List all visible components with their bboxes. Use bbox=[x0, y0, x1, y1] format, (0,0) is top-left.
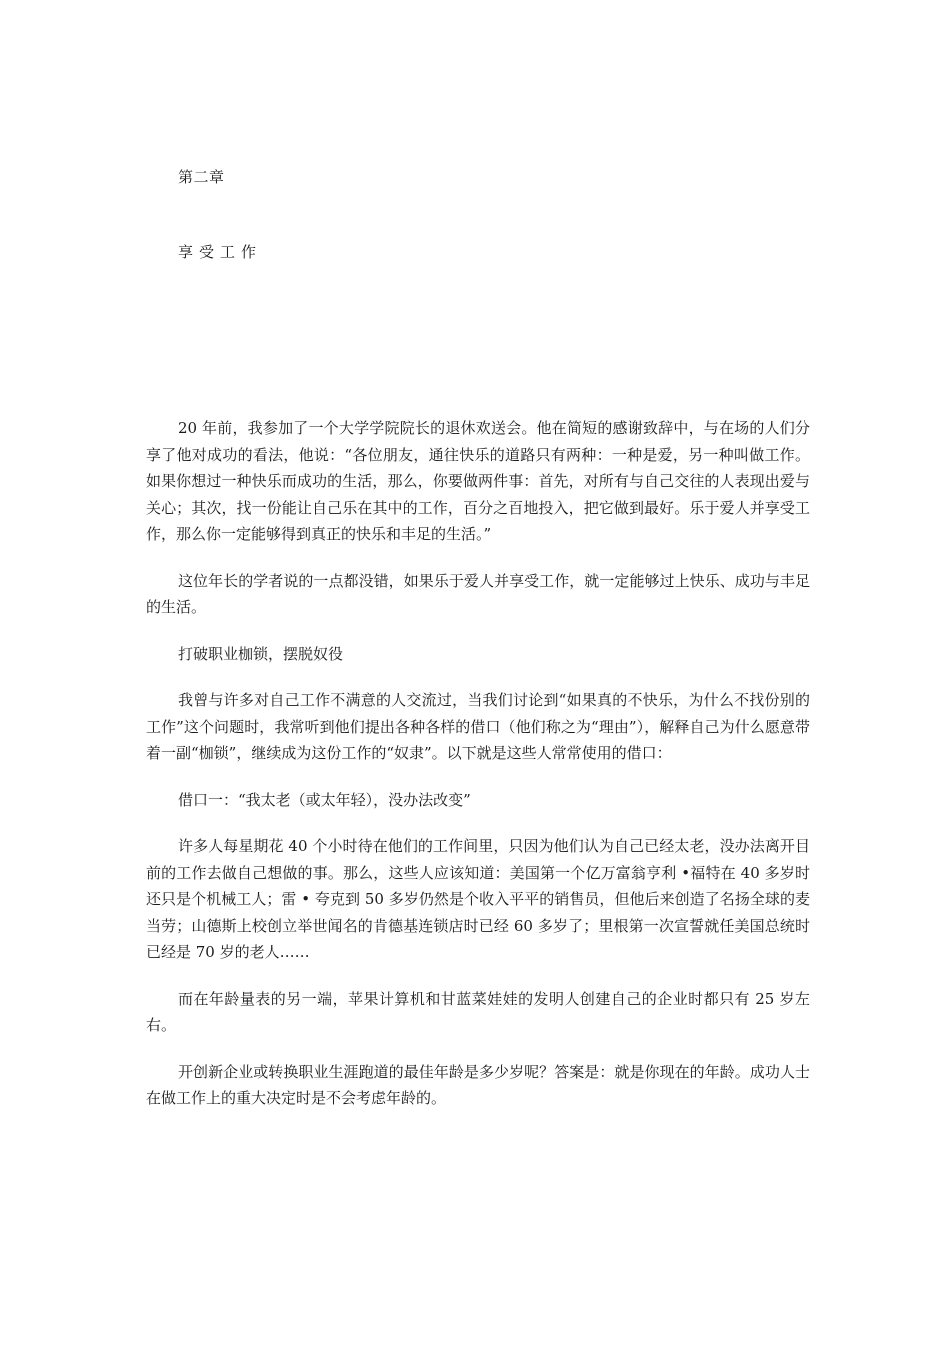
paragraph-age-examples: 许多人每星期花 40 个小时待在他们的工作间里，只因为他们认为自己已经太老，没办法离开目前的工作去做自己想做的事。那么，这些人应该知道：美国第一个亿万富翁亨利 •福特在 40 多岁时还只是个机械工人；雷 • 夸克到 50 多岁仍然是个收入平平的销售员，但他后来创造了名扬全球的麦当劳；山德斯上校创立举世闻名的肯德基连锁店时已经 60 多岁了；里根第一次宣誓就任美国总统时已经是 70 岁的老人…… bbox=[146, 837, 810, 961]
chapter-label: 第二章 bbox=[178, 168, 225, 186]
paragraph-excuses: 我曾与许多对自己工作不满意的人交流过，当我们讨论到“如果真的不快乐，为什么不找份别的工作”这个问题时，我常听到他们提出各种各样的借口（他们称之为“理由”），解释自己为什么愿意带着一副“枷锁”，继续成为这份工作的“奴隶”。以下就是这些人常常使用的借口： bbox=[146, 691, 810, 762]
paragraph-intro: 20 年前，我参加了一个大学学院院长的退休欢送会。他在简短的感谢致辞中，与在场的人们分享了他对成功的看法，他说：“各位朋友，通往快乐的道路只有两种：一种是爱，另一种叫做工作。如果你想过一种快乐而成功的生活，那么，你要做两件事：首先，对所有与自己交往的人表现出爱与关心；其次，找一份能让自己乐在其中的工作，百分之百地投入，把它做到最好。乐于爱人并享受工作，那么你一定能够得到真正的快乐和丰足的生活。” bbox=[146, 419, 810, 543]
paragraph-scholar: 这位年长的学者说的一点都没错，如果乐于爱人并享受工作，就一定能够过上快乐、成功与丰足的生活。 bbox=[146, 571, 810, 616]
excuse-one-heading: 借口一：“我太老（或太年轻），没办法改变” bbox=[178, 790, 471, 809]
chapter-title: 享受工作 bbox=[178, 243, 263, 261]
section-heading: 打破职业枷锁，摆脱奴役 bbox=[178, 644, 344, 663]
paragraph-best-age: 开创新企业或转换职业生涯跑道的最佳年龄是多少岁呢？答案是：就是你现在的年龄。成功人士在做工作上的重大决定时是不会考虑年龄的。 bbox=[146, 1062, 810, 1107]
paragraph-young-founders: 而在年龄量表的另一端，苹果计算机和甘蓝菜娃娃的发明人创建自己的企业时都只有 25 岁左右。 bbox=[146, 989, 810, 1034]
body-text bbox=[146, 415, 810, 1132]
